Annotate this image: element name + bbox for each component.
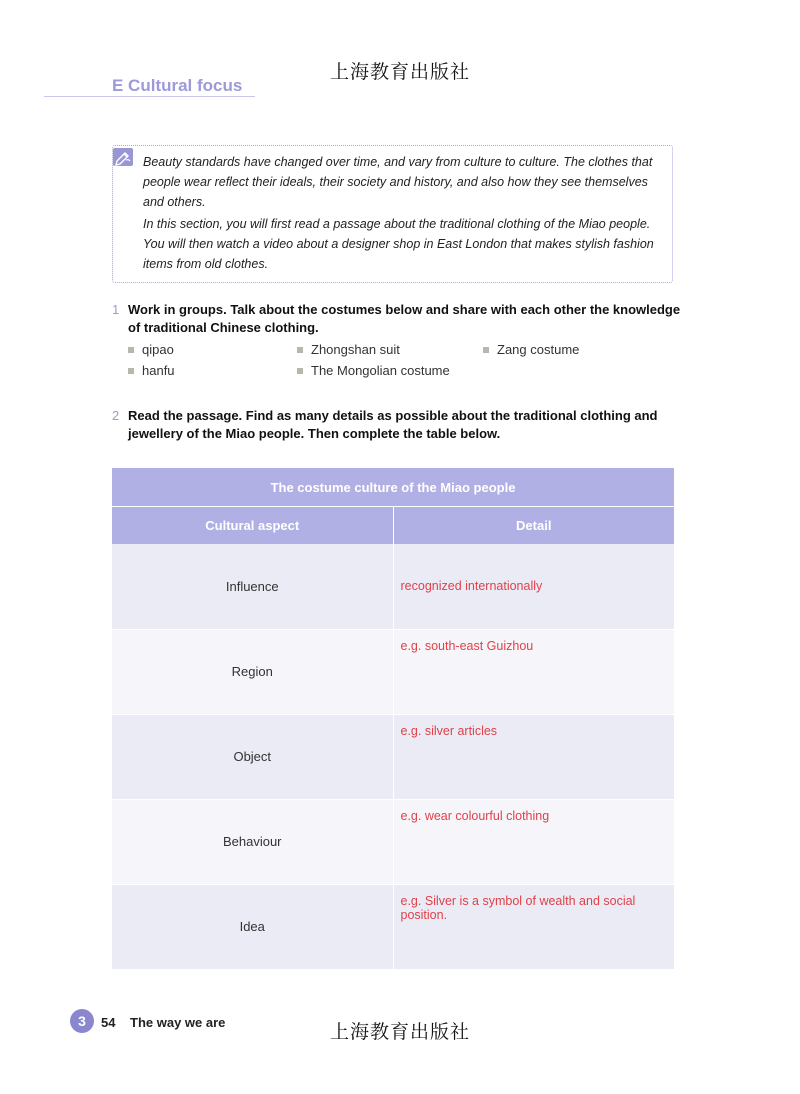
- aspect-cell: Object: [112, 714, 393, 799]
- aspect-cell: Behaviour: [112, 799, 393, 884]
- detail-text: e.g. silver articles: [400, 723, 498, 738]
- page-number: 54: [101, 1015, 116, 1030]
- bullet-square-icon: [483, 347, 489, 353]
- detail-cell[interactable]: [393, 629, 674, 714]
- intro-box: [112, 145, 673, 283]
- section-divider: [44, 96, 255, 97]
- table-title: The costume culture of the Miao people: [112, 468, 674, 507]
- table-row: [112, 799, 674, 884]
- costume-item: Zhongshan suit: [297, 341, 400, 359]
- task-1: [112, 301, 692, 337]
- costume-item: Zang costume: [483, 341, 579, 359]
- bullet-square-icon: [297, 368, 303, 374]
- column-header-aspect: Cultural aspect: [112, 507, 393, 545]
- table-row: [112, 544, 674, 629]
- aspect-cell: Idea: [112, 884, 393, 969]
- detail-text: e.g. wear colourful clothing: [400, 808, 550, 823]
- task-2: [112, 407, 692, 443]
- miao-costume-table: [112, 468, 674, 969]
- detail-text: e.g. south-east Guizhou: [400, 638, 534, 653]
- detail-cell[interactable]: recognized internationally: [400, 579, 543, 594]
- costume-item: The Mongolian costume: [297, 362, 450, 380]
- detail-cell[interactable]: [393, 714, 674, 799]
- bullet-square-icon: [297, 347, 303, 353]
- costume-item: qipao: [128, 341, 174, 359]
- costume-item: hanfu: [128, 362, 175, 380]
- intro-text: [143, 152, 663, 276]
- task-number: 1: [112, 302, 120, 317]
- task-instruction: Read the passage. Find as many details as possible about the traditional clothing and jewellery of the Miao people. Then complete the table below.: [128, 408, 658, 441]
- task-instruction: Work in groups. Talk about the costumes below and share with each other the knowledge of traditional Chinese clothing.: [128, 302, 681, 335]
- aspect-cell: Region: [112, 629, 393, 714]
- intro-paragraph-2: In this section, you will first read a passage about the traditional clothing of the Miao people. You will then watch a video about a designer shop in East London that makes stylish fashion items from old clothes.: [143, 217, 654, 271]
- intro-paragraph-1: Beauty standards have changed over time, and vary from culture to culture. The clothes that people wear reflect their ideals, their society and history, and also how they see themselves and others.: [143, 155, 653, 209]
- bullet-square-icon: [128, 347, 134, 353]
- table-row: [112, 714, 674, 799]
- section-heading: E Cultural focus: [112, 76, 243, 95]
- table-row: [112, 629, 674, 714]
- publisher-watermark-top: 上海教育出版社: [329, 61, 470, 83]
- detail-cell[interactable]: [393, 799, 674, 884]
- aspect-cell: Influence: [112, 544, 393, 629]
- column-header-detail: Detail: [393, 507, 674, 545]
- detail-cell[interactable]: [393, 884, 674, 969]
- pencil-note-icon: [113, 148, 133, 166]
- table-row: [112, 884, 674, 969]
- task-number: 2: [112, 408, 120, 423]
- unit-title: The way we are: [130, 1015, 226, 1030]
- bullet-square-icon: [128, 368, 134, 374]
- unit-number-badge: 3: [70, 1009, 94, 1033]
- publisher-watermark-bottom: 上海教育出版社: [329, 1021, 470, 1043]
- detail-text: e.g. Silver is a symbol of wealth and social position.: [400, 893, 636, 922]
